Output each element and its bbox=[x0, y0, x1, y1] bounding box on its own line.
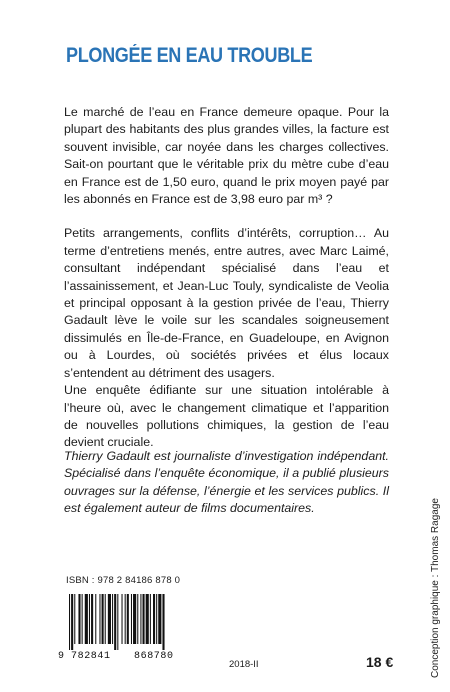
barcode-bar bbox=[140, 594, 141, 644]
barcode-bar bbox=[69, 594, 70, 650]
barcode-bar bbox=[108, 594, 111, 644]
barcode-bar bbox=[82, 594, 83, 644]
barcode-bar bbox=[117, 594, 118, 650]
edition-code: 2018-II bbox=[229, 659, 259, 670]
barcode-bar bbox=[105, 594, 106, 644]
price: 18 € bbox=[366, 654, 394, 670]
barcode-bar bbox=[153, 594, 155, 644]
barcode-bar bbox=[71, 594, 73, 650]
barcode-bar bbox=[99, 594, 100, 644]
barcode-bar bbox=[112, 594, 113, 644]
barcode-first-digit: 9 bbox=[58, 651, 65, 662]
barcode-bar bbox=[114, 594, 116, 650]
barcode-bar bbox=[127, 594, 129, 644]
barcode-bar bbox=[162, 594, 164, 650]
barcode-bar bbox=[91, 594, 93, 644]
blurb bbox=[64, 104, 389, 452]
barcode-bar bbox=[137, 594, 138, 644]
barcode-bars bbox=[58, 594, 198, 650]
blurb-paragraph-2: Petits arrangements, conflits d’intérêts, corruption… Au terme d’entretiens menés, entre autres, avec Marc Laimé, consultant indépendant spécialisé dans l’eau et l’assainissement, et Jean-Luc Touly, syndicaliste de Veolia et principal opposant à la gestion privée de l’eau, Thierry Gadault lève le voile sur les scandales soigneusement dissimulés en Île-de-France, en Guadeloupe, en Avignon ou à Lourdes, où sociétés privées et élus locaux s’entendent au détriment des usagers. bbox=[64, 226, 389, 380]
isbn-label: ISBN : 978 2 84186 878 0 bbox=[66, 575, 181, 586]
barcode-bar bbox=[125, 594, 126, 644]
barcode-bar bbox=[133, 594, 136, 644]
barcode-bar bbox=[102, 594, 104, 644]
book-title: PLONGÉE EN EAU TROUBLE bbox=[66, 44, 313, 67]
blurb-paragraph-3: Une enquête édifiante sur une situation intolérable à l’heure où, avec le changement climatique et l’apparition de nouvelles pollutions chimiques, la gestion de l’eau devient cruciale. bbox=[64, 383, 389, 450]
barcode-bar bbox=[85, 594, 88, 644]
barcode-bar bbox=[146, 594, 149, 644]
barcode-left-group: 782841 bbox=[71, 651, 111, 662]
barcode-bar bbox=[74, 594, 75, 644]
barcode-bar bbox=[95, 594, 96, 644]
barcode-bar bbox=[78, 594, 80, 644]
barcode-right-group: 868780 bbox=[134, 651, 174, 662]
barcode-bar bbox=[143, 594, 145, 644]
barcode-bar bbox=[122, 594, 123, 644]
design-credit: Conception graphique : Thomas Ragage bbox=[430, 498, 441, 678]
barcode-bar bbox=[131, 594, 132, 644]
barcode-bar bbox=[156, 594, 157, 644]
barcode-bar bbox=[158, 594, 161, 644]
blurb-paragraph-1: Le marché de l’eau en France demeure opaque. Pour la plupart des habitants des plus grandes villes, la facture est souvent invisible, car noyée dans les charges collectives. Sait-on pourtant que le véritable prix du mètre cube d’eau en France est de 1,50 euro, quand le prix moyen payé par les abonnés en France est de 3,98 euro par m³ ? bbox=[64, 105, 389, 207]
author-bio: Thierry Gadault est journaliste d’investigation indépendant. Spécialisé dans l’enquête économique, il a publié plusieurs ouvrages sur la défense, l’énergie et les services publics. Il est également auteur de films documentaires. bbox=[64, 449, 389, 516]
barcode-bar bbox=[150, 594, 151, 644]
barcode-bar bbox=[89, 594, 90, 644]
